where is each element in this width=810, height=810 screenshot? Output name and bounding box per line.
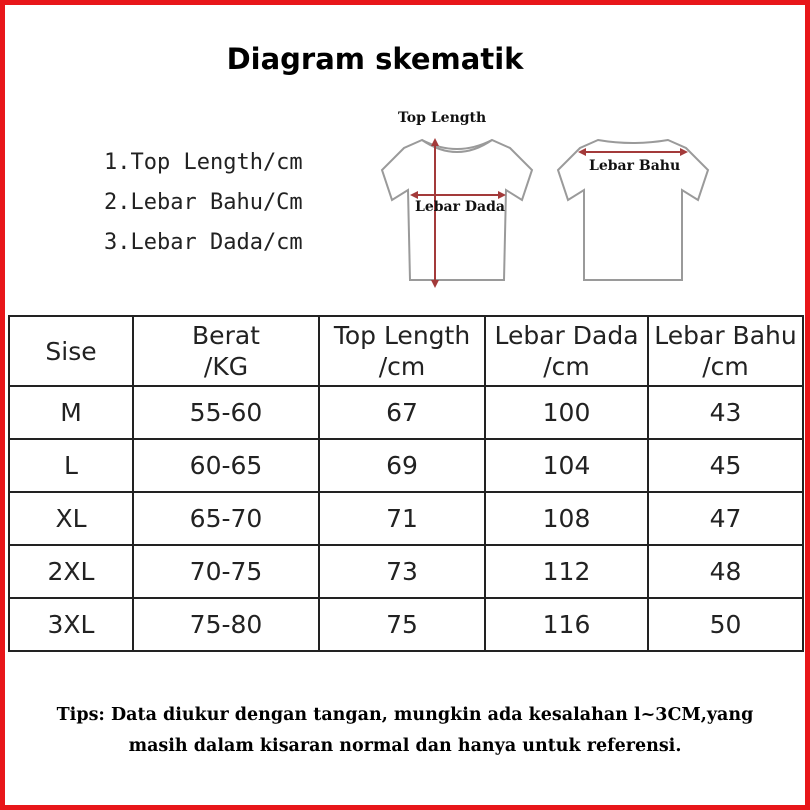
legend-item-top-length: 1.Top Length/cm xyxy=(104,150,303,175)
cell-top-length: 75 xyxy=(319,598,485,651)
size-chart-table xyxy=(8,315,804,652)
table-row xyxy=(9,598,803,651)
cell-top-length: 67 xyxy=(319,386,485,439)
cell-lebar-bahu: 47 xyxy=(648,492,803,545)
cell-berat: 55-60 xyxy=(133,386,319,439)
cell-size: L xyxy=(9,439,133,492)
page-title: Diagram skematik xyxy=(226,42,524,76)
legend-item-lebar-dada: 3.Lebar Dada/cm xyxy=(104,230,303,255)
cell-top-length: 71 xyxy=(319,492,485,545)
tshirt-back-diagram xyxy=(548,128,718,293)
cell-lebar-bahu: 48 xyxy=(648,545,803,598)
label-lebar-dada: Lebar Dada xyxy=(415,199,505,215)
table-row xyxy=(9,545,803,598)
cell-lebar-bahu: 50 xyxy=(648,598,803,651)
cell-lebar-dada: 116 xyxy=(485,598,648,651)
cell-lebar-dada: 112 xyxy=(485,545,648,598)
cell-berat: 65-70 xyxy=(133,492,319,545)
cell-lebar-dada: 100 xyxy=(485,386,648,439)
cell-top-length: 73 xyxy=(319,545,485,598)
legend-item-lebar-bahu: 2.Lebar Bahu/Cm xyxy=(104,190,303,215)
top-length-arrow-head-down xyxy=(431,280,439,288)
cell-berat: 70-75 xyxy=(133,545,319,598)
header-lebar-dada: Lebar Dada /cm xyxy=(485,316,648,386)
top-length-arrow-head-up xyxy=(431,138,439,146)
header-sise: Sise xyxy=(9,316,133,386)
cell-size: XL xyxy=(9,492,133,545)
table-row xyxy=(9,439,803,492)
cell-berat: 60-65 xyxy=(133,439,319,492)
table-row xyxy=(9,492,803,545)
cell-berat: 75-80 xyxy=(133,598,319,651)
cell-size: 2XL xyxy=(9,545,133,598)
cell-top-length: 69 xyxy=(319,439,485,492)
measurement-legend xyxy=(104,146,303,266)
tshirt-back-icon xyxy=(548,128,718,293)
cell-lebar-dada: 104 xyxy=(485,439,648,492)
table-row xyxy=(9,386,803,439)
header-lebar-bahu: Lebar Bahu /cm xyxy=(648,316,803,386)
cell-size: M xyxy=(9,386,133,439)
cell-size: 3XL xyxy=(9,598,133,651)
measurement-tips: Tips: Data diukur dengan tangan, mungkin ada kesalahan l~3CM,yang masih dalam kisaran normal dan hanya untuk referensi. xyxy=(56,705,754,756)
cell-lebar-bahu: 43 xyxy=(648,386,803,439)
table-header-row xyxy=(9,316,803,386)
label-top-length: Top Length xyxy=(398,110,487,126)
cell-lebar-bahu: 45 xyxy=(648,439,803,492)
header-berat: Berat /KG xyxy=(133,316,319,386)
cell-lebar-dada: 108 xyxy=(485,492,648,545)
header-top-length: Top Length /cm xyxy=(319,316,485,386)
label-lebar-bahu: Lebar Bahu xyxy=(589,158,681,174)
